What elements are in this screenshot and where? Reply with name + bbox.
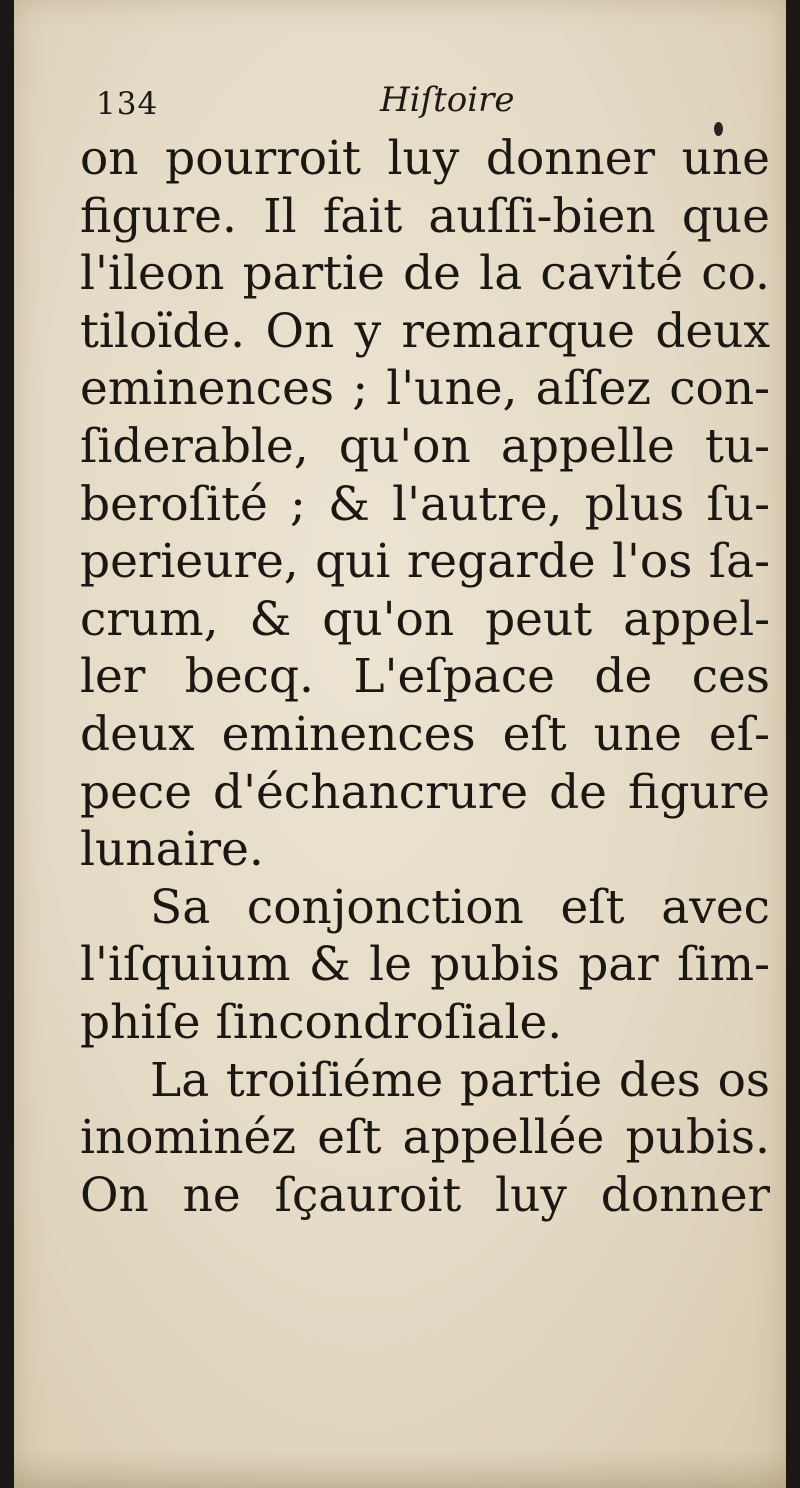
page-edge-shadow	[14, 1448, 786, 1488]
text-line: lunaire.	[80, 822, 264, 878]
text-line: Sa conjonction eſt avec	[150, 879, 770, 935]
running-title: Hiſtoire	[380, 80, 515, 120]
text-line: pece d'échancrure de figure	[80, 764, 770, 820]
text-line: figure. Il fait auſſi-bien que	[80, 188, 770, 244]
text-line: ſiderable, qu'on appelle tu-	[80, 418, 770, 474]
text-line: ler becq. L'eſpace de ces	[80, 649, 770, 705]
text-line: eminences ; l'une, aſſez con-	[80, 361, 770, 417]
text-line: La troiſiéme partie des os	[150, 1052, 770, 1108]
page-number: 134	[96, 86, 159, 122]
text-line: phiſe ſincondroſiale.	[80, 994, 563, 1050]
text-line: beroſité ; & l'autre, plus ſu-	[80, 476, 770, 532]
book-page	[14, 0, 786, 1488]
text-line: l'ileon partie de la cavité co.	[80, 246, 770, 302]
page-header	[14, 72, 786, 122]
text-line: on pourroit luy donner une	[80, 131, 770, 186]
text-line: tiloïde. On y remarque deux	[80, 303, 770, 359]
text-line: On ne ſçauroit luy donner	[80, 1167, 770, 1223]
text-body	[80, 130, 770, 1224]
text-line: deux eminences eſt une eſ-	[80, 706, 770, 762]
text-line: crum, & qu'on peut appel-	[80, 591, 770, 647]
text-line: l'iſquium & le pubis par ſim-	[80, 937, 770, 993]
text-line: inominéz eſt appellée pubis.	[80, 1110, 770, 1166]
text-line: perieure, qui regarde l'os ſa-	[80, 534, 770, 590]
